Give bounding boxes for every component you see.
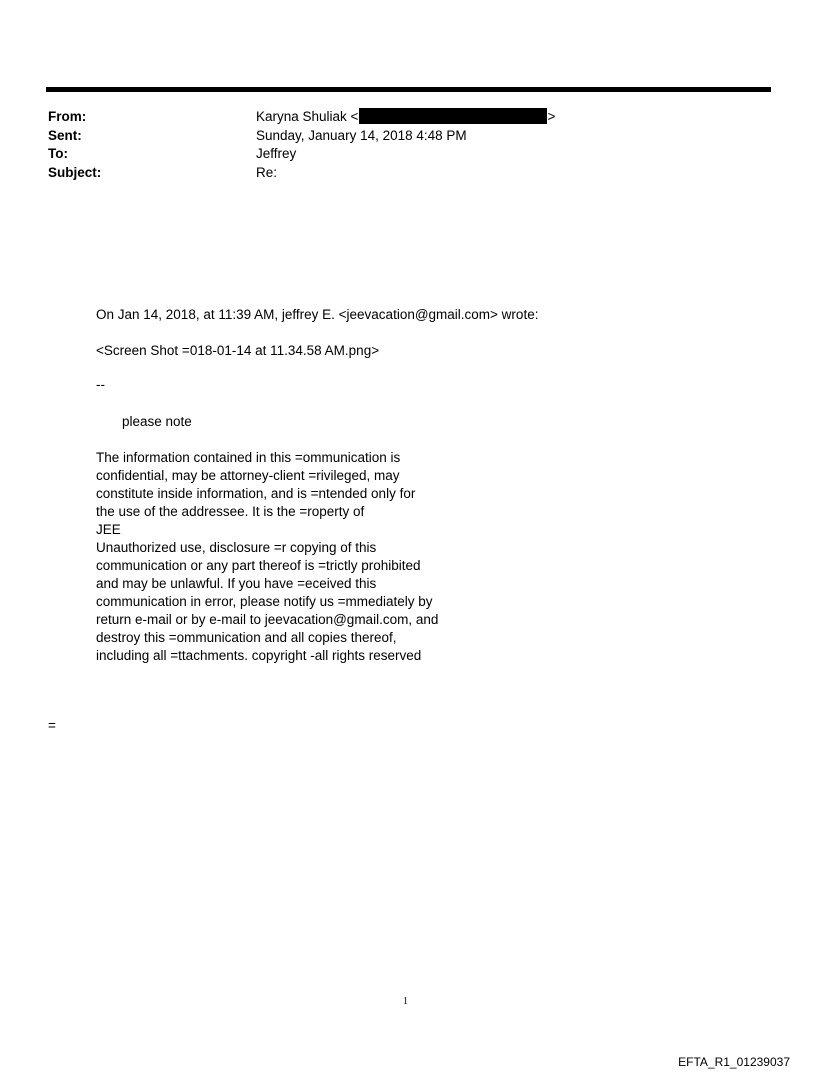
disclaimer-line: constitute inside information, and is =ntended only for [96, 486, 416, 501]
disclaimer-line: including all =ttachments. copyright -all rights reserved [96, 648, 422, 663]
trailing-equals-sign: = [48, 718, 56, 733]
sent-value: Sunday, January 14, 2018 4:48 PM [256, 127, 467, 143]
confidentiality-disclaimer [96, 449, 476, 665]
disclaimer-line: communication or any part thereof is =trictly prohibited [96, 558, 421, 573]
to-row [48, 145, 768, 164]
to-value: Jeffrey [256, 146, 297, 161]
sent-label: Sent: [48, 127, 82, 143]
sender-email-close: > [547, 109, 556, 124]
from-value [256, 108, 555, 127]
please-note-line: please note [122, 414, 192, 429]
subject-value: Re: [256, 164, 278, 180]
signature-separator: -- [96, 377, 105, 392]
from-row [48, 108, 768, 127]
from-label: From: [48, 109, 87, 124]
subject-label: Subject: [48, 164, 102, 180]
email-header [48, 108, 768, 182]
disclaimer-line: and may be unlawful. If you have =eceived this [96, 576, 377, 591]
subject-row [48, 164, 768, 183]
header-divider-rule [46, 87, 771, 92]
disclaimer-line: communication in error, please notify us =mmediately by [96, 594, 433, 609]
disclaimer-line: destroy this =ommunication and all copies thereof, [96, 630, 397, 645]
sender-name: Karyna Shuliak < [256, 109, 359, 124]
bates-number: EFTA_R1_01239037 [678, 1055, 790, 1069]
disclaimer-line: JEE [96, 522, 121, 537]
disclaimer-line: the use of the addressee. It is the =roperty of [96, 504, 365, 519]
disclaimer-line: confidential, may be attorney-client =rivileged, may [96, 468, 400, 483]
disclaimer-line: return e-mail or by e-mail to jeevacation@gmail.com, and [96, 612, 439, 627]
redaction-box [359, 108, 547, 124]
to-label: To: [48, 146, 68, 161]
sent-row [48, 127, 768, 146]
page-number: 1 [403, 996, 408, 1007]
quoted-message-intro: On Jan 14, 2018, at 11:39 AM, jeffrey E. <jeevacation@gmail.com> wrote: [96, 307, 539, 322]
attachment-reference: <Screen Shot =018-01-14 at 11.34.58 AM.png> [96, 343, 380, 358]
disclaimer-line: The information contained in this =ommunication is [96, 450, 401, 465]
disclaimer-line: Unauthorized use, disclosure =r copying of this [96, 540, 377, 555]
